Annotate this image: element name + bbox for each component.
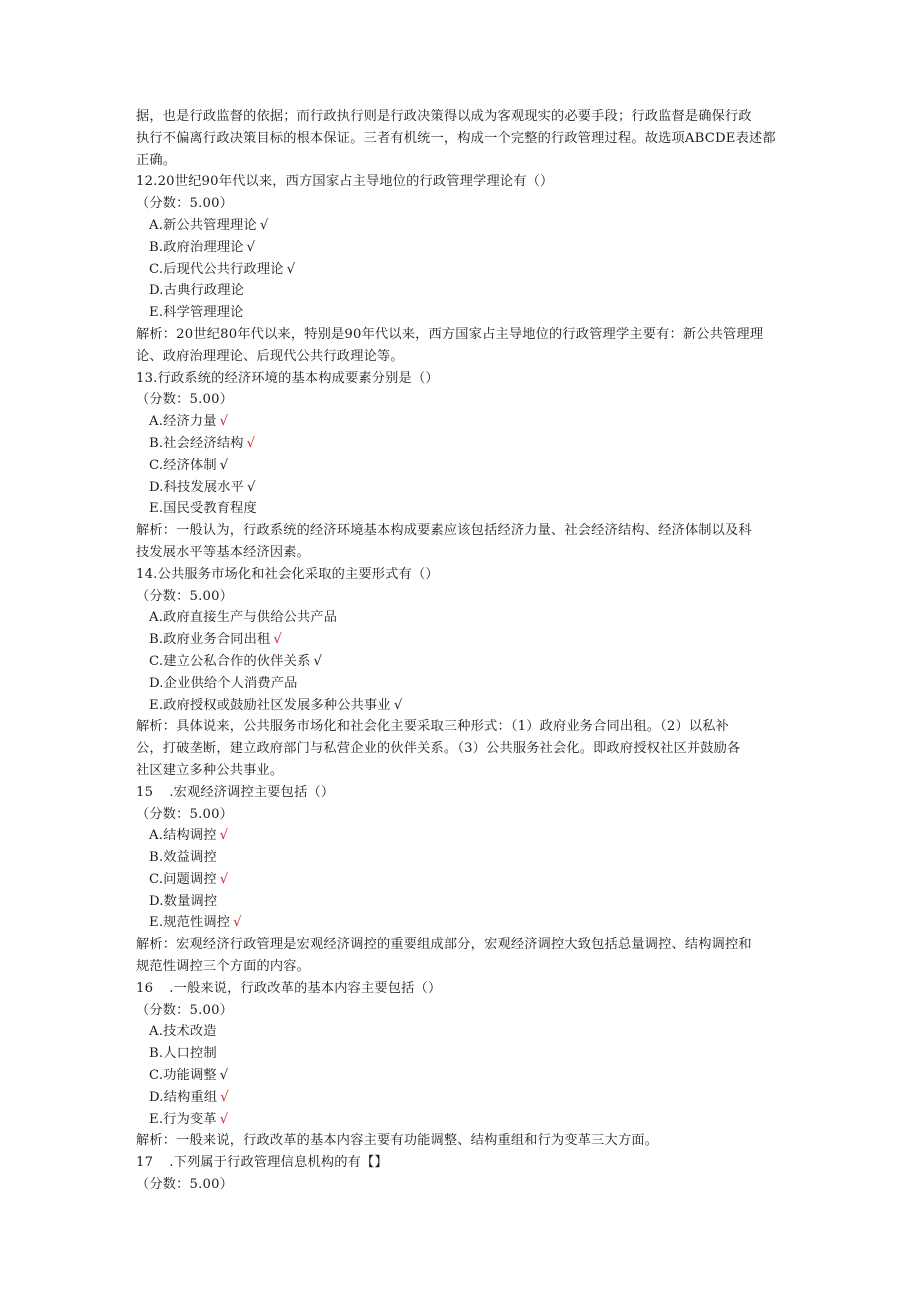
answer-option	[136, 237, 786, 259]
answer-option	[136, 411, 786, 433]
checkmark-icon: √	[219, 1068, 229, 1084]
answer-option	[136, 607, 786, 629]
answer-option	[136, 477, 786, 499]
question-number: 15	[136, 784, 154, 800]
checkmark-icon: √	[273, 632, 282, 648]
checkmark-icon: √	[219, 871, 229, 887]
question-score: （分数：5.00）	[136, 392, 234, 408]
intro-line: 据，也是行政监督的依据；而行政执行则是行政决策得以成为客观现实的必要手段；行政监督是确保行政	[136, 109, 752, 124]
question-block	[136, 978, 786, 1152]
option-label: C.后现代公共行政理论	[149, 261, 284, 277]
question-block	[136, 368, 786, 564]
checkmark-icon: √	[286, 261, 296, 277]
answer-option	[136, 891, 786, 913]
option-label: B.效益调控	[149, 850, 217, 866]
option-label: B.社会经济结构	[149, 435, 244, 451]
checkmark-icon: √	[219, 1111, 229, 1127]
checkmark-icon: √	[247, 479, 256, 495]
option-label: C.经济体制	[149, 457, 217, 473]
checkmark-icon: √	[259, 217, 269, 233]
analysis-paragraph	[136, 324, 786, 368]
checkmark-icon: √	[219, 828, 229, 844]
question-block	[136, 171, 786, 367]
intro-line: 执行不偏离行政决策目标的根本保证。三者有机统一，构成一个完整的行政管理过程。故选项ABCDE表述都	[136, 130, 776, 146]
option-label: D.数量调控	[149, 893, 218, 909]
analysis-line: 技发展水平等基本经济因素。	[136, 544, 311, 560]
answer-option	[136, 869, 786, 891]
question-title	[136, 564, 786, 586]
analysis-paragraph	[136, 1130, 786, 1152]
question-number: 13.	[136, 370, 158, 386]
option-label: D.科技发展水平	[149, 479, 245, 495]
analysis-line: 解析：宏观经济行政管理是宏观经济调控的重要组成部分，宏观经济调控大致包括总量调控、结构调控和	[136, 937, 752, 953]
option-label: B.人口控制	[149, 1046, 217, 1062]
option-label: D.结构重组	[149, 1089, 218, 1105]
answer-option	[136, 498, 786, 520]
question-text: .下列属于行政管理信息机构的有【】	[169, 1155, 388, 1171]
analysis-line: 社区建立多种公共事业。	[136, 762, 284, 778]
answer-option	[136, 825, 786, 847]
question-text: .一般来说，行政改革的基本内容主要包括（）	[169, 980, 442, 996]
answer-option	[136, 1065, 786, 1087]
answer-option	[136, 1043, 786, 1065]
option-label: E.国民受教育程度	[149, 501, 257, 517]
checkmark-icon: √	[246, 435, 256, 451]
question-score: （分数：5.00）	[136, 1002, 234, 1018]
option-label: D.古典行政理论	[149, 283, 245, 299]
answer-option	[136, 651, 786, 673]
question-number: 17	[136, 1155, 154, 1171]
question-text: .宏观经济调控主要包括（）	[169, 784, 335, 800]
option-label: E.规范性调控	[149, 915, 231, 931]
answer-option	[136, 259, 786, 281]
answer-option	[136, 673, 786, 695]
answer-option	[136, 215, 786, 237]
question-title	[136, 782, 786, 804]
answer-option	[136, 302, 786, 324]
question-title	[136, 171, 786, 193]
checkmark-icon: √	[219, 457, 229, 473]
analysis-line: 解析：具体说来，公共服务市场化和社会化主要采取三种形式：（1）政府业务合同出租。（2）以私补	[136, 719, 730, 735]
answer-option	[136, 280, 786, 302]
checkmark-icon: √	[219, 414, 229, 430]
question-score: （分数：5.00）	[136, 196, 234, 212]
question-number: 12.	[136, 174, 158, 190]
option-label: C.功能调整	[149, 1068, 217, 1084]
option-label: E.行为变革	[149, 1111, 217, 1127]
option-label: E.政府授权或鼓励社区发展多种公共事业	[149, 697, 391, 713]
answer-option	[136, 629, 786, 651]
option-label: C.建立公私合作的伙伴关系	[149, 653, 311, 669]
question-number: 16	[136, 980, 154, 996]
analysis-line: 解析：一般来说，行政改革的基本内容主要有功能调整、结构重组和行为变革三大方面。	[136, 1133, 659, 1149]
question-score: （分数：5.00）	[136, 1177, 234, 1193]
analysis-paragraph	[136, 934, 786, 978]
analysis-line: 解析：一般认为，行政系统的经济环境基本构成要素应该包括经济力量、社会经济结构、经济体制以及科	[136, 523, 752, 539]
option-label: A.政府直接生产与供给公共产品	[149, 610, 338, 626]
question-block	[136, 1152, 786, 1196]
answer-option	[136, 455, 786, 477]
question-block	[136, 564, 786, 782]
question-title	[136, 368, 786, 390]
analysis-line: 公，打破垄断，建立政府部门与私营企业的伙伴关系。（3）公共服务社会化。即政府授权社区并鼓励各	[136, 741, 741, 757]
checkmark-icon: √	[246, 239, 256, 255]
question-score: （分数：5.00）	[136, 806, 234, 822]
question-score: （分数：5.00）	[136, 588, 234, 604]
option-label: A.新公共管理理论	[149, 217, 257, 233]
question-text: 20世纪90年代以来，西方国家占主导地位的行政管理学理论有（）	[157, 174, 554, 190]
answer-option	[136, 1021, 786, 1043]
option-label: E.科学管理理论	[149, 305, 244, 321]
checkmark-icon: √	[313, 653, 323, 669]
question-number: 14.	[136, 566, 158, 582]
option-label: D.企业供给个人消费产品	[149, 675, 298, 691]
analysis-paragraph	[136, 716, 786, 781]
question-block	[136, 782, 786, 978]
option-label: C.问题调控	[149, 871, 217, 887]
analysis-line: 解析：20世纪80年代以来，特别是90年代以来，西方国家占主导地位的行政管理学主要有：新公共管理理	[136, 326, 764, 342]
question-list	[136, 171, 786, 1195]
analysis-line: 规范性调控三个方面的内容。	[136, 959, 311, 975]
question-title	[136, 1152, 786, 1174]
question-text: 公共服务市场化和社会化采取的主要形式有（）	[157, 566, 439, 582]
checkmark-icon: √	[220, 1089, 229, 1105]
answer-option	[136, 912, 786, 934]
option-label: B.政府业务合同出租	[149, 632, 271, 648]
answer-option	[136, 433, 786, 455]
answer-option	[136, 695, 786, 717]
answer-option	[136, 1109, 786, 1131]
option-label: A.经济力量	[149, 414, 217, 430]
analysis-paragraph	[136, 520, 786, 564]
answer-option	[136, 847, 786, 869]
intro-line: 正确。	[136, 152, 177, 168]
analysis-line: 论、政府治理理论、后现代公共行政理论等。	[136, 348, 404, 364]
question-text: 行政系统的经济环境的基本构成要素分别是（）	[157, 370, 439, 386]
checkmark-icon: √	[233, 915, 242, 931]
option-label: A.结构调控	[149, 828, 217, 844]
question-title	[136, 978, 786, 1000]
answer-option	[136, 1087, 786, 1109]
checkmark-icon: √	[393, 697, 403, 713]
intro-paragraph	[136, 106, 786, 171]
document-page	[136, 106, 786, 1196]
option-label: A.技术改造	[149, 1024, 217, 1040]
option-label: B.政府治理理论	[149, 239, 244, 255]
